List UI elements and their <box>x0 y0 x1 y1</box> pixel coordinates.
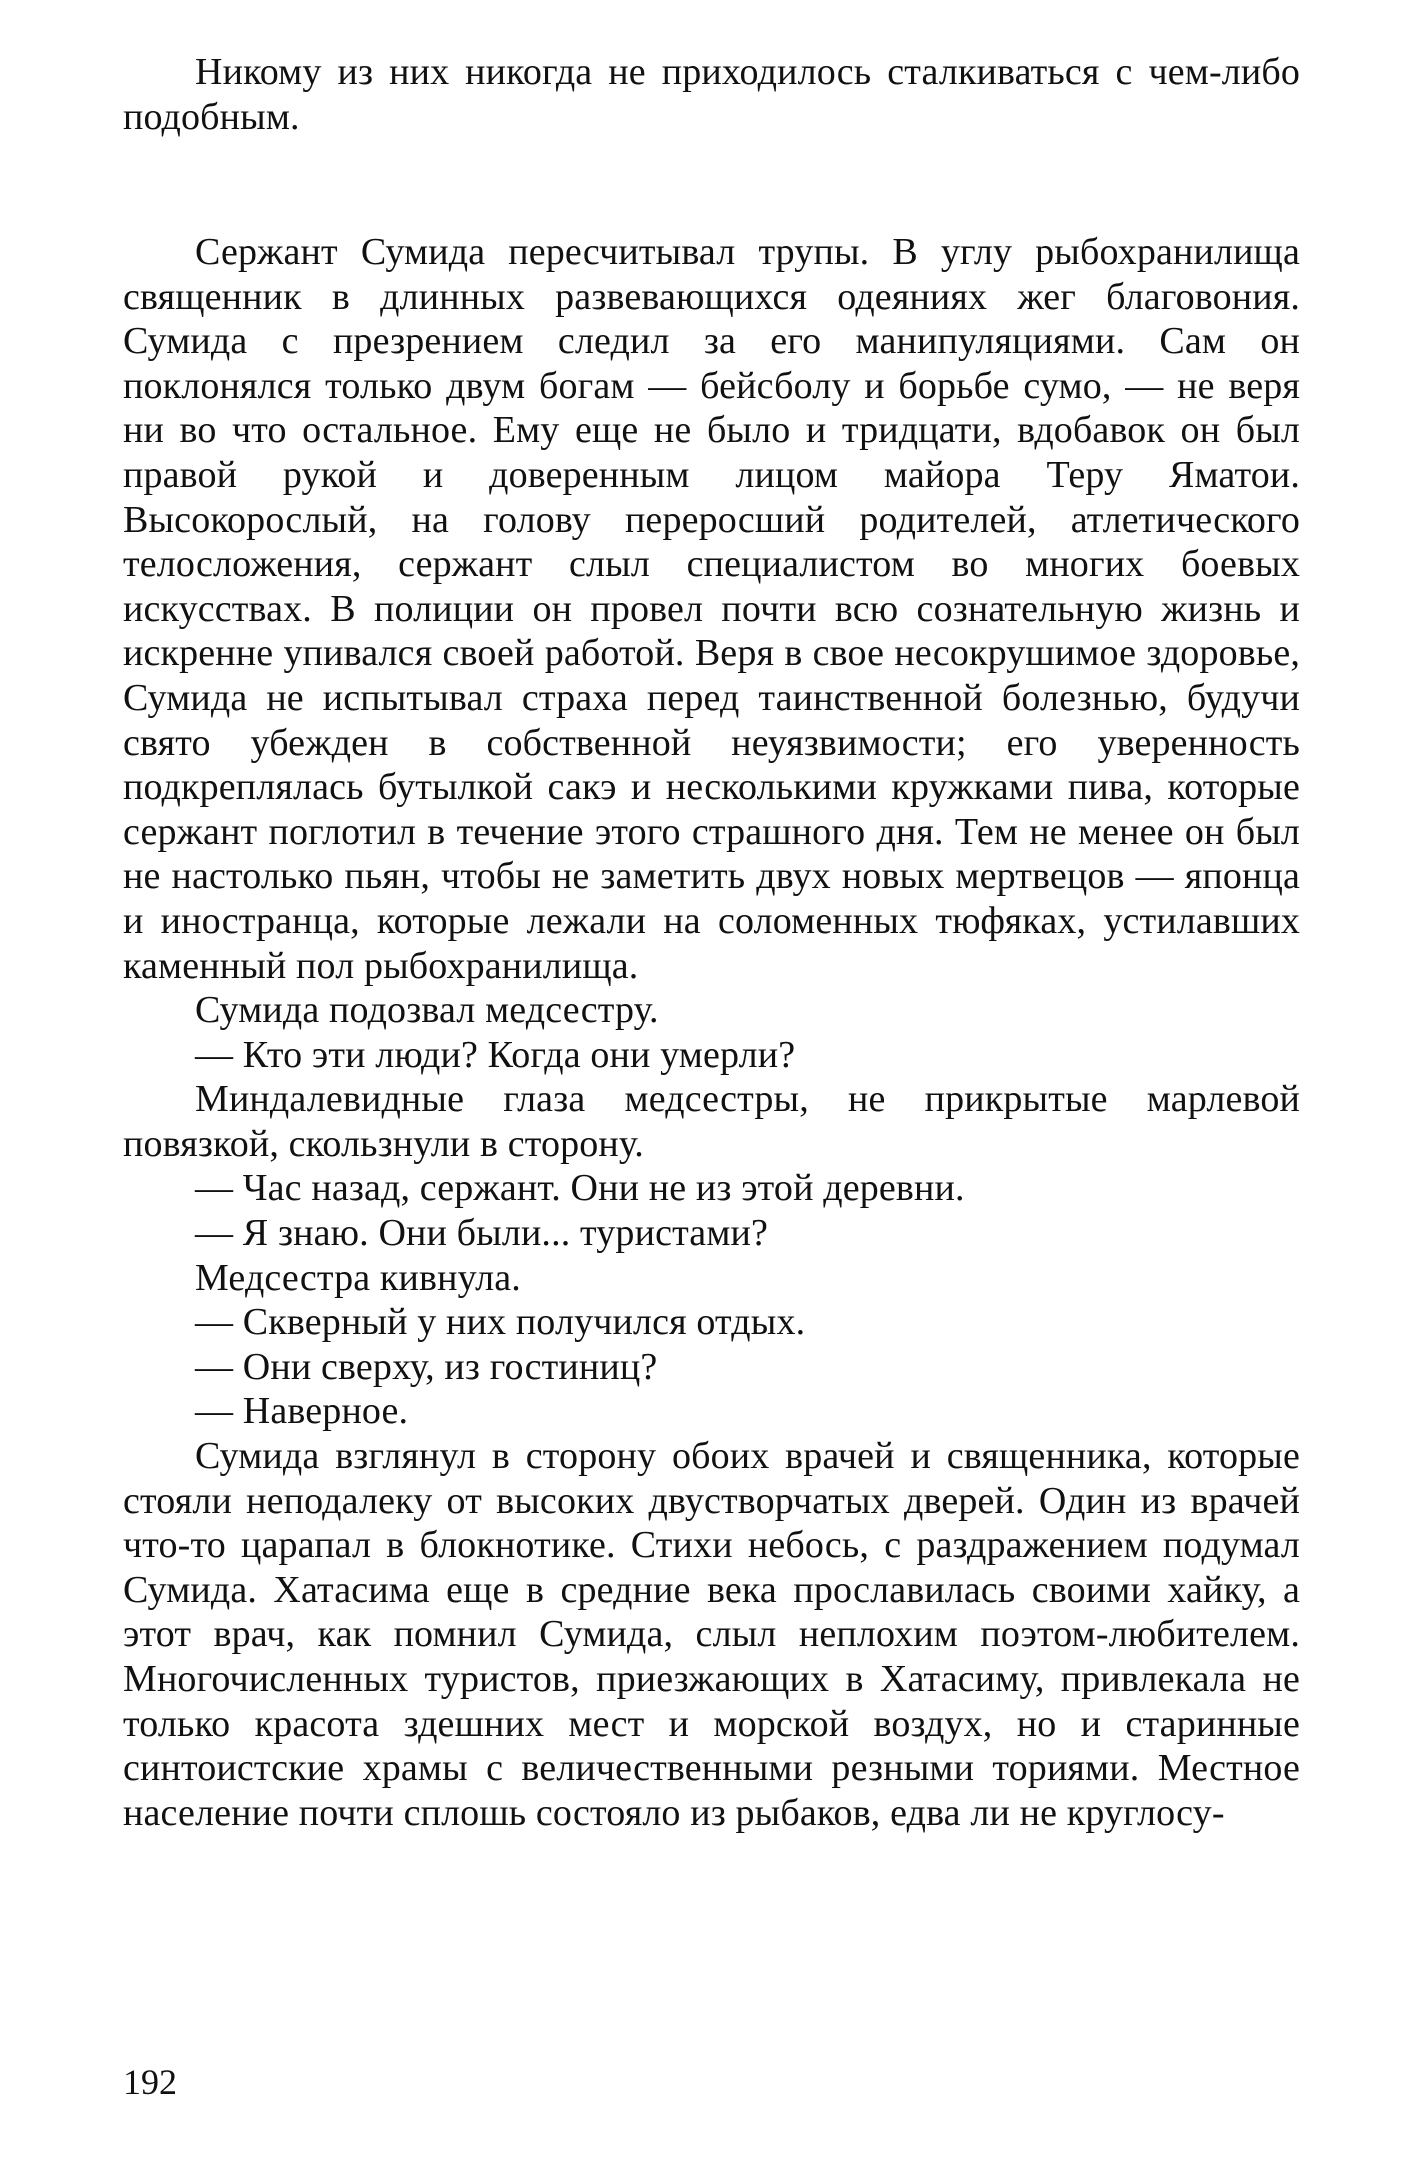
paragraph: Сумида взглянул в сторону обоих врачей и священника, которые стояли неподалеку от высоких двустворчатых дверей. Один из врачей что-то царапал в блокнотике. Стихи небось, с раздражением подумал Сумида. Хатасима еще в средние века прославилась своими хайку, а этот врач, как помнил Сумида, слыл неплохим поэтом-любителем. Многочисленных туристов, приезжающих в Хатасиму, привлекала не только красота здешних мест и морской воздух, но и старинные синтоистские храмы с величественными резными ториями. Местное население почти сплошь состояло из рыбаков, едва ли не круглосу- <box>123 1435 1300 1834</box>
dialogue-line: — Наверное. <box>195 1390 409 1433</box>
paragraph: Сумида подозвал медсестру. <box>195 989 659 1032</box>
intro-paragraph: Никому из них никогда не приходилось сталкиваться с чем-либо подобным. <box>123 51 1300 138</box>
paragraph: Миндалевидные глаза медсестры, не прикрытые марлевой повязкой, скользнули в сторону. <box>123 1078 1300 1165</box>
paragraph: Сержант Сумида пересчитывал трупы. В углу рыбохранилища священник в длинных развевающихся одеяниях жег благовония. Сумида с презрением следил за его манипуляциями. Сам он поклонялся только двум богам — бейсболу и борьбе сумо, — не веря ни во что остальное. Ему еще не было и тридцати, вдобавок он был правой рукой и доверенным лицом майора Теру Яматои. Высокорослый, на голову переросший родителей, атлетического телосложения, сержант слыл специалистом во многих боевых искусствах. В полиции он провел почти всю сознательную жизнь и искренне упивался своей работой. Веря в свое несокрушимое здоровье, Сумида не испытывал страха перед таинственной болезнью, будучи свято убежден в собственной неуязвимости; его уверенность подкреплялась бутылкой сакэ и несколькими кружками пива, которые сержант поглотил в течение этого страшного дня. Тем не менее он был не настолько пьян, чтобы не заметить двух новых мертвецов — японца и иностранца, которые лежали на соломенных тюфяках, устилавших каменный пол рыбохранилища. <box>123 231 1300 987</box>
paragraph: Медсестра кивнула. <box>195 1256 521 1299</box>
dialogue-line: — Кто эти люди? Когда они умерли? <box>195 1033 796 1076</box>
dialogue-line: — Они сверху, из гостиниц? <box>195 1345 658 1388</box>
page-number: 192 <box>123 2062 177 2102</box>
dialogue-line: — Скверный у них получился отдых. <box>195 1301 806 1344</box>
intro-text <box>123 50 1300 139</box>
main-text <box>123 230 1300 1835</box>
dialogue-line: — Я знаю. Они были... туристами? <box>195 1212 769 1255</box>
dialogue-line: — Час назад, сержант. Они не из этой деревни. <box>195 1167 965 1210</box>
